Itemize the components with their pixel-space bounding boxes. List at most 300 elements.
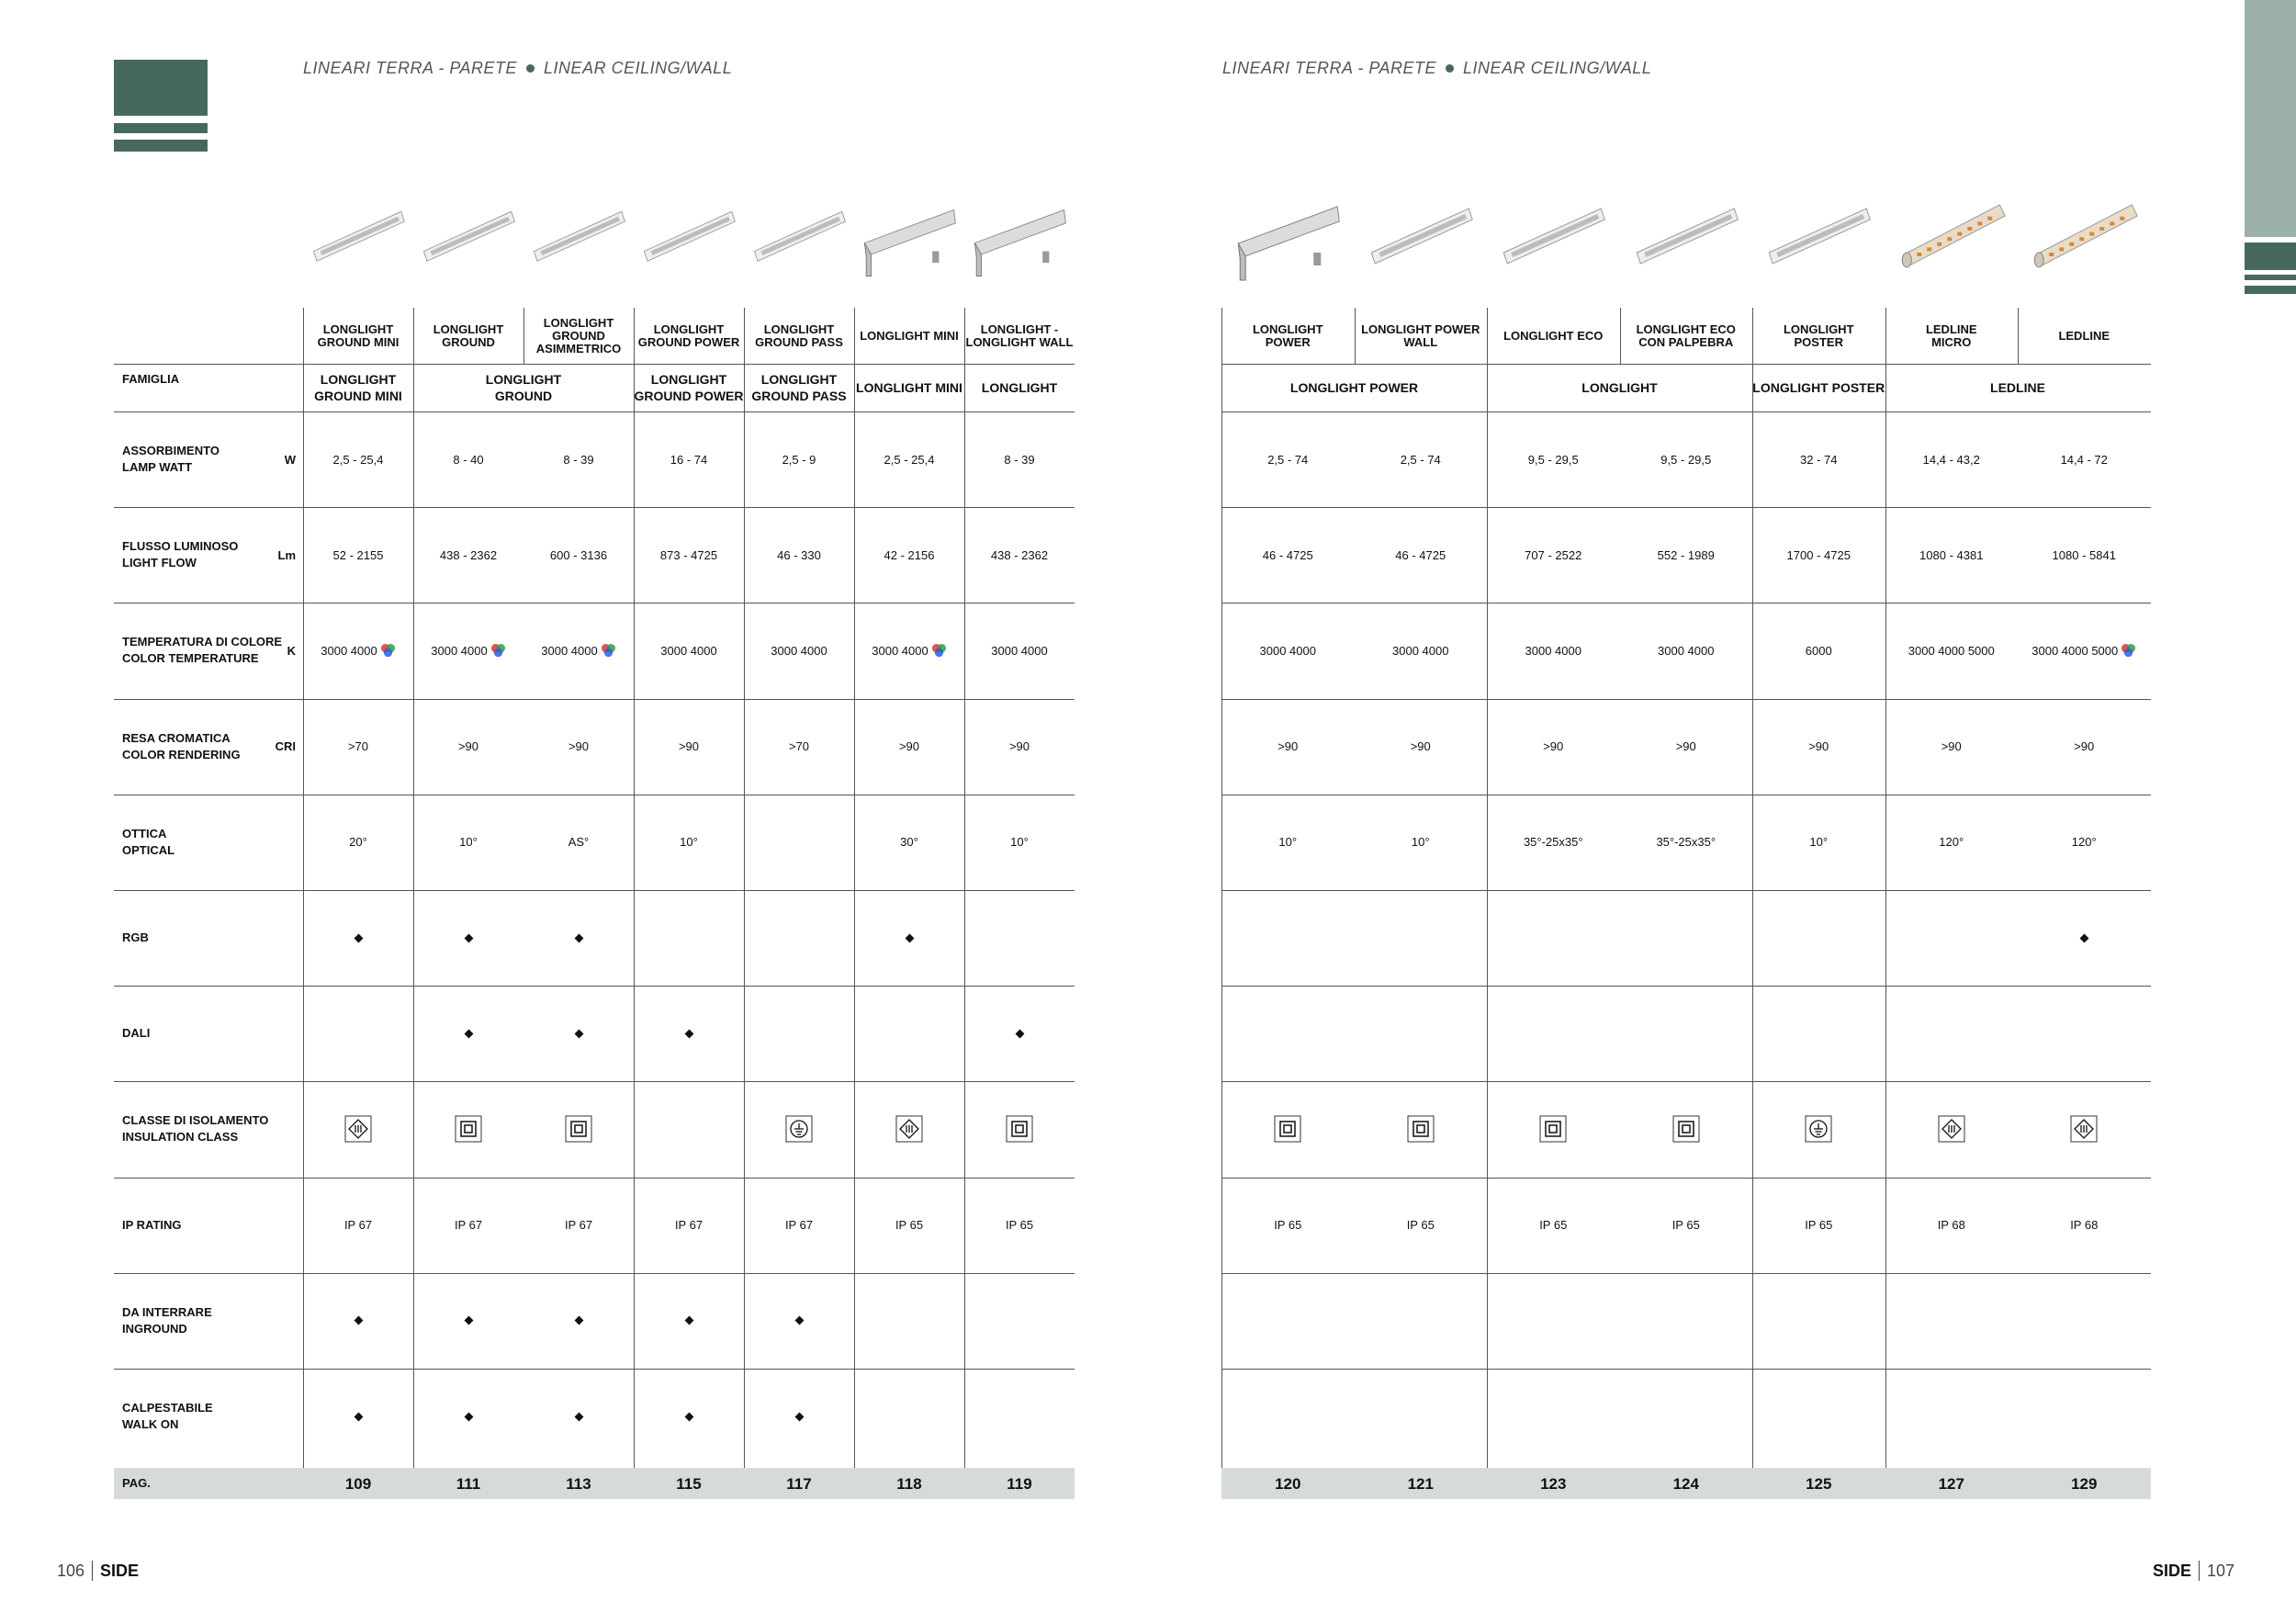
row-label bbox=[122, 1273, 212, 1369]
product-name-header bbox=[1487, 308, 1620, 364]
feature-diamond-icon bbox=[684, 1412, 693, 1421]
product-photo bbox=[639, 188, 738, 289]
product-name-line: LONGLIGHT bbox=[653, 321, 725, 336]
product-name-header bbox=[1885, 308, 2019, 364]
page-number: 107 bbox=[2207, 1561, 2235, 1580]
walkon-cell bbox=[1752, 1369, 1885, 1464]
cell-value: 3000 4000 bbox=[872, 643, 929, 658]
insulation-cell bbox=[1221, 1081, 1355, 1177]
feature-diamond-icon bbox=[684, 1316, 693, 1325]
family-name-line: LONGLIGHT bbox=[320, 372, 397, 387]
cell-value: 2,5 - 25,4 bbox=[332, 452, 384, 467]
family-cell bbox=[413, 364, 634, 412]
rgb-color-wheel-icon bbox=[931, 643, 947, 659]
class-ii-insulation-icon bbox=[1407, 1115, 1435, 1143]
cell-value: 438 - 2362 bbox=[990, 547, 1049, 562]
class-ii-insulation-icon bbox=[1274, 1115, 1301, 1143]
product-name-line: GROUND bbox=[442, 334, 495, 349]
flux-cell bbox=[413, 507, 523, 603]
watt-cell bbox=[1355, 412, 1488, 507]
page-number: 106 bbox=[57, 1561, 85, 1580]
row-label bbox=[122, 986, 150, 1081]
walkon-cell bbox=[634, 1369, 744, 1464]
product-name-header bbox=[964, 308, 1075, 364]
product-name-line: GROUND MINI bbox=[317, 334, 400, 349]
cri-cell bbox=[523, 699, 634, 795]
product-name-line: LONGLIGHT bbox=[322, 321, 394, 336]
brand-name: SIDE bbox=[100, 1561, 140, 1580]
cell-value: 3000 4000 bbox=[431, 643, 488, 658]
optic-cell bbox=[1752, 795, 1885, 890]
optic-cell bbox=[1221, 795, 1355, 890]
optic-cell bbox=[744, 795, 854, 890]
flux-cell bbox=[964, 507, 1075, 603]
cell-value: >90 bbox=[1008, 739, 1030, 754]
temp-cell bbox=[1620, 603, 1753, 698]
inground-cell bbox=[634, 1273, 744, 1369]
product-name-header bbox=[634, 308, 744, 364]
inground-cell bbox=[2018, 1273, 2151, 1369]
watt-cell bbox=[964, 412, 1075, 507]
row-label bbox=[122, 603, 282, 698]
walkon-cell bbox=[1355, 1369, 1488, 1464]
row-label-line: CLASSE DI ISOLAMENTO bbox=[122, 1113, 269, 1128]
cell-value: 30° bbox=[900, 835, 918, 850]
temp-cell bbox=[303, 603, 413, 698]
feature-diamond-icon bbox=[1015, 1029, 1024, 1038]
cell-value: 873 - 4725 bbox=[659, 547, 718, 562]
page-ref-value: 127 bbox=[1938, 1474, 1964, 1493]
cell-value: 10° bbox=[1411, 835, 1430, 850]
rgb-cell bbox=[1355, 890, 1488, 986]
left-folio bbox=[57, 1561, 139, 1581]
flux-cell bbox=[1487, 507, 1620, 603]
family-cell bbox=[634, 364, 744, 412]
cri-cell bbox=[1885, 699, 2019, 795]
flux-cell bbox=[523, 507, 634, 603]
product-name-header bbox=[303, 308, 413, 364]
cell-value: >90 bbox=[1277, 739, 1299, 754]
row-label-pag: PAG. bbox=[122, 1476, 151, 1490]
cell-value: 8 - 40 bbox=[453, 452, 484, 467]
page-ref-cell bbox=[1221, 1468, 1355, 1499]
product-photo bbox=[2023, 188, 2145, 289]
page-ref-value: 113 bbox=[566, 1474, 591, 1493]
rgb-cell bbox=[964, 890, 1075, 986]
ip-cell bbox=[744, 1178, 854, 1273]
row-unit: W bbox=[284, 452, 296, 467]
cell-value: IP 65 bbox=[1005, 1218, 1034, 1233]
dali-cell bbox=[1487, 986, 1620, 1081]
cell-value: 14,4 - 43,2 bbox=[1922, 452, 1980, 467]
rgb-cell bbox=[2018, 890, 2151, 986]
page-ref-cell bbox=[1752, 1468, 1885, 1499]
rgb-cell bbox=[1487, 890, 1620, 986]
family-cell bbox=[744, 364, 854, 412]
flux-cell bbox=[1355, 507, 1488, 603]
cell-value: >90 bbox=[1410, 739, 1431, 754]
cell-value: IP 68 bbox=[1937, 1218, 1965, 1233]
page-ref-value: 123 bbox=[1540, 1474, 1567, 1493]
cell-value: 3000 4000 bbox=[541, 643, 598, 658]
class-ii-insulation-icon bbox=[565, 1115, 592, 1143]
cell-value: 3000 4000 bbox=[321, 643, 377, 658]
inground-cell bbox=[1221, 1273, 1355, 1369]
rgb-cell bbox=[1752, 890, 1885, 986]
class-iii-insulation-icon bbox=[2070, 1115, 2098, 1143]
cell-value: 10° bbox=[1809, 835, 1829, 850]
product-photo bbox=[1758, 188, 1880, 289]
cri-cell bbox=[634, 699, 744, 795]
family-name-line: LEDLINE bbox=[1990, 380, 2045, 395]
cell-value: 438 - 2362 bbox=[439, 547, 498, 562]
product-name-header bbox=[523, 308, 634, 364]
watt-cell bbox=[634, 412, 744, 507]
optic-cell bbox=[854, 795, 964, 890]
row-label-line: RESA CROMATICA bbox=[122, 730, 231, 745]
cell-value: 9,5 - 29,5 bbox=[1527, 452, 1579, 467]
rgb-cell bbox=[413, 890, 523, 986]
row-label-line: CALPESTABILE bbox=[122, 1401, 213, 1415]
ip-cell bbox=[1885, 1178, 2019, 1273]
ip-cell bbox=[1620, 1178, 1753, 1273]
cell-value: 1700 - 4725 bbox=[1786, 547, 1851, 562]
page-ref-cell bbox=[634, 1468, 744, 1499]
row-label bbox=[122, 1178, 182, 1273]
brand-logo-block bbox=[114, 60, 208, 152]
cell-value: 2,5 - 74 bbox=[1400, 452, 1441, 467]
ip-cell bbox=[1487, 1178, 1620, 1273]
watt-cell bbox=[1487, 412, 1620, 507]
dali-cell bbox=[1221, 986, 1355, 1081]
row-unit: Lm bbox=[277, 547, 296, 562]
row-label-line: DA INTERRARE bbox=[122, 1304, 212, 1319]
product-photo bbox=[860, 188, 959, 289]
product-name-line: LONGLIGHT bbox=[543, 315, 614, 330]
walkon-cell bbox=[854, 1369, 964, 1464]
family-name-line: LONGLIGHT POSTER bbox=[1752, 380, 1885, 395]
insulation-cell bbox=[523, 1081, 634, 1177]
inground-cell bbox=[413, 1273, 523, 1369]
ip-cell bbox=[303, 1178, 413, 1273]
feature-diamond-icon bbox=[574, 933, 583, 942]
class-ii-insulation-icon bbox=[1539, 1115, 1567, 1143]
page-ref-value: 121 bbox=[1407, 1474, 1434, 1493]
insulation-cell bbox=[413, 1081, 523, 1177]
family-name-line: GROUND POWER bbox=[634, 389, 744, 403]
optic-cell bbox=[1355, 795, 1488, 890]
row-label-line: INSULATION CLASS bbox=[122, 1130, 239, 1145]
family-name-line: LONGLIGHT bbox=[981, 380, 1058, 395]
product-photo bbox=[309, 188, 408, 289]
family-cell bbox=[1221, 364, 1487, 412]
feature-diamond-icon bbox=[464, 1029, 473, 1038]
page-ref-value: 118 bbox=[896, 1474, 922, 1493]
row-label bbox=[122, 412, 219, 507]
row-label-line: FLUSSO LUMINOSO bbox=[122, 539, 239, 554]
cell-value: 46 - 4725 bbox=[1395, 547, 1446, 562]
optic-cell bbox=[1620, 795, 1753, 890]
dali-cell bbox=[1355, 986, 1488, 1081]
cell-value: >90 bbox=[1675, 739, 1696, 754]
class-i-insulation-icon bbox=[785, 1115, 813, 1143]
page-ref-cell bbox=[413, 1468, 523, 1499]
product-name-line: WALL bbox=[1403, 334, 1438, 349]
row-label bbox=[122, 1081, 268, 1177]
dali-cell bbox=[2018, 986, 2151, 1081]
product-name-line: LONGLIGHT ECO bbox=[1503, 328, 1604, 343]
inground-cell bbox=[523, 1273, 634, 1369]
dali-cell bbox=[303, 986, 413, 1081]
cell-value: 10° bbox=[1278, 835, 1298, 850]
cell-value: 6000 bbox=[1805, 643, 1832, 658]
page-ref-cell bbox=[964, 1468, 1075, 1499]
insulation-cell bbox=[1487, 1081, 1620, 1177]
cell-value: IP 67 bbox=[784, 1218, 814, 1233]
family-cell bbox=[964, 364, 1075, 412]
optic-cell bbox=[1885, 795, 2019, 890]
cell-value: 1080 - 5841 bbox=[2052, 547, 2116, 562]
cell-value: >90 bbox=[678, 739, 700, 754]
page-ref-value: 115 bbox=[676, 1474, 702, 1493]
page-ref-value: 120 bbox=[1275, 1474, 1301, 1493]
family-cell bbox=[1487, 364, 1752, 412]
cell-value: 16 - 74 bbox=[670, 452, 708, 467]
walkon-cell bbox=[2018, 1369, 2151, 1464]
inground-cell bbox=[854, 1273, 964, 1369]
cell-value: 46 - 4725 bbox=[1262, 547, 1313, 562]
family-name-line: LONGLIGHT POWER bbox=[1289, 380, 1419, 395]
cell-value: 35°-25x35° bbox=[1523, 835, 1583, 850]
dali-cell bbox=[523, 986, 634, 1081]
inground-cell bbox=[1620, 1273, 1753, 1369]
product-name-header bbox=[1752, 308, 1885, 364]
cell-value: >70 bbox=[788, 739, 810, 754]
watt-cell bbox=[413, 412, 523, 507]
cell-value: IP 67 bbox=[454, 1218, 483, 1233]
ip-cell bbox=[2018, 1178, 2151, 1273]
class-ii-insulation-icon bbox=[455, 1115, 482, 1143]
page-ref-cell bbox=[1487, 1468, 1620, 1499]
page-ref-cell bbox=[744, 1468, 854, 1499]
product-name-line: CON PALPEBRA bbox=[1638, 334, 1734, 349]
feature-diamond-icon bbox=[574, 1316, 583, 1325]
cell-value: 2,5 - 9 bbox=[782, 452, 816, 467]
watt-cell bbox=[2018, 412, 2151, 507]
row-label-line: DALI bbox=[122, 1026, 151, 1041]
page-ref-cell bbox=[1885, 1468, 2019, 1499]
rgb-cell bbox=[854, 890, 964, 986]
cell-value: 32 - 74 bbox=[1800, 452, 1838, 467]
page-ref-cell bbox=[1620, 1468, 1753, 1499]
cell-value: 3000 4000 bbox=[1525, 643, 1581, 658]
cell-value: 10° bbox=[1010, 835, 1029, 850]
insulation-cell bbox=[964, 1081, 1075, 1177]
temp-cell bbox=[854, 603, 964, 698]
inground-cell bbox=[1355, 1273, 1488, 1369]
cri-cell bbox=[2018, 699, 2151, 795]
row-label-line: RGB bbox=[122, 930, 149, 945]
rgb-cell bbox=[303, 890, 413, 986]
row-label-line: LAMP WATT bbox=[122, 460, 193, 475]
feature-diamond-icon bbox=[2079, 933, 2088, 942]
cri-cell bbox=[744, 699, 854, 795]
insulation-cell bbox=[1752, 1081, 1885, 1177]
row-label-line: ASSORBIMENTO bbox=[122, 444, 219, 458]
cell-value: IP 67 bbox=[564, 1218, 593, 1233]
watt-cell bbox=[523, 412, 634, 507]
walkon-cell bbox=[964, 1369, 1075, 1464]
cell-value: >90 bbox=[457, 739, 479, 754]
cell-value: 46 - 330 bbox=[777, 547, 821, 562]
cri-cell bbox=[1355, 699, 1488, 795]
temp-cell bbox=[744, 603, 854, 698]
ip-cell bbox=[523, 1178, 634, 1273]
page-ref-cell bbox=[2018, 1468, 2151, 1499]
product-name-header bbox=[1221, 308, 1355, 364]
cell-value: 10° bbox=[680, 835, 698, 850]
family-cell bbox=[854, 364, 964, 412]
product-name-line: LEDLINE bbox=[2058, 328, 2110, 343]
cri-cell bbox=[1221, 699, 1355, 795]
row-label-line: COLOR TEMPERATURE bbox=[122, 651, 259, 666]
product-name-line: LONGLIGHT WALL bbox=[965, 334, 1074, 349]
row-label-line: IP RATING bbox=[122, 1217, 182, 1232]
cell-value: IP 65 bbox=[1671, 1218, 1700, 1233]
insulation-cell bbox=[1620, 1081, 1753, 1177]
feature-diamond-icon bbox=[354, 933, 363, 942]
page-ref-value: 109 bbox=[344, 1474, 372, 1493]
bullet-dot-icon bbox=[1446, 64, 1454, 73]
rgb-cell bbox=[1221, 890, 1355, 986]
product-photo bbox=[1227, 188, 1349, 289]
page-ref-value: 117 bbox=[786, 1474, 812, 1493]
cell-value: >90 bbox=[1543, 739, 1564, 754]
feature-diamond-icon bbox=[794, 1412, 804, 1421]
ip-cell bbox=[1221, 1178, 1355, 1273]
product-name-line: LONGLIGHT - bbox=[980, 321, 1059, 336]
dali-cell bbox=[413, 986, 523, 1081]
flux-cell bbox=[303, 507, 413, 603]
cell-value: 3000 4000 bbox=[1259, 643, 1316, 658]
product-name-line: LONGLIGHT ECO bbox=[1636, 321, 1736, 336]
temp-cell bbox=[1487, 603, 1620, 698]
walkon-cell bbox=[1620, 1369, 1753, 1464]
row-label bbox=[122, 795, 174, 890]
temp-cell bbox=[2018, 603, 2151, 698]
feature-diamond-icon bbox=[464, 1316, 473, 1325]
row-unit: CRI bbox=[275, 739, 296, 754]
cell-value: 120° bbox=[2071, 835, 2097, 850]
cell-value: IP 65 bbox=[1539, 1218, 1568, 1233]
page-ref-cell bbox=[1355, 1468, 1488, 1499]
class-iii-insulation-icon bbox=[895, 1115, 923, 1143]
cell-value: IP 67 bbox=[674, 1218, 703, 1233]
family-name-line: LONGLIGHT MINI bbox=[856, 380, 962, 395]
right-page-header: LINEARI TERRA - PARETE LINEAR CEILING/WALL bbox=[1222, 59, 1652, 77]
family-name-line: LONGLIGHT bbox=[485, 372, 562, 387]
brand-name: SIDE bbox=[2153, 1561, 2192, 1580]
product-name-line: LONGLIGHT bbox=[763, 321, 835, 336]
product-name-line: MICRO bbox=[1931, 334, 1972, 349]
page-ref-value: 124 bbox=[1672, 1474, 1699, 1493]
page-ref-value: 119 bbox=[1007, 1474, 1032, 1493]
dali-cell bbox=[1885, 986, 2019, 1081]
product-name-line: LONGLIGHT bbox=[1783, 321, 1854, 336]
family-name-line: GROUND PASS bbox=[751, 389, 847, 403]
feature-diamond-icon bbox=[354, 1316, 363, 1325]
family-name-line: GROUND bbox=[494, 389, 553, 403]
cri-cell bbox=[1752, 699, 1885, 795]
row-label-line: TEMPERATURA DI COLORE bbox=[122, 635, 283, 649]
class-i-insulation-icon bbox=[1805, 1115, 1832, 1143]
cell-value: IP 67 bbox=[343, 1218, 373, 1233]
product-name-line: ASIMMETRICO bbox=[535, 341, 622, 355]
cri-cell bbox=[413, 699, 523, 795]
family-name-line: GROUND MINI bbox=[314, 389, 402, 403]
product-photo bbox=[529, 188, 628, 289]
flux-cell bbox=[634, 507, 744, 603]
cell-value: >90 bbox=[568, 739, 590, 754]
product-name-line: POSTER bbox=[1794, 334, 1843, 349]
temp-cell bbox=[1752, 603, 1885, 698]
rgb-cell bbox=[634, 890, 744, 986]
cell-value: 9,5 - 29,5 bbox=[1660, 452, 1712, 467]
temp-cell bbox=[634, 603, 744, 698]
rgb-color-wheel-icon bbox=[490, 643, 506, 659]
cell-value: 3000 4000 5000 bbox=[2032, 643, 2119, 658]
flux-cell bbox=[1221, 507, 1355, 603]
temp-cell bbox=[1885, 603, 2019, 698]
cell-value: 20° bbox=[349, 835, 367, 850]
inground-cell bbox=[744, 1273, 854, 1369]
ip-cell bbox=[964, 1178, 1075, 1273]
inground-cell bbox=[1752, 1273, 1885, 1369]
page-ref-value: 111 bbox=[456, 1474, 481, 1493]
product-name-line: GROUND bbox=[552, 328, 605, 343]
section-tab-marker bbox=[2245, 0, 2296, 294]
dali-cell bbox=[744, 986, 854, 1081]
page-ref-cell bbox=[523, 1468, 634, 1499]
feature-diamond-icon bbox=[464, 1412, 473, 1421]
cell-value: >90 bbox=[1941, 739, 1962, 754]
cell-value: 42 - 2156 bbox=[884, 547, 935, 562]
insulation-cell bbox=[1355, 1081, 1488, 1177]
cell-value: 552 - 1989 bbox=[1657, 547, 1715, 562]
rgb-color-wheel-icon bbox=[2121, 643, 2136, 659]
insulation-cell bbox=[634, 1081, 744, 1177]
product-photo bbox=[1360, 188, 1482, 289]
cell-value: 52 - 2155 bbox=[332, 547, 384, 562]
cell-value: 8 - 39 bbox=[563, 452, 594, 467]
flux-cell bbox=[744, 507, 854, 603]
feature-diamond-icon bbox=[905, 933, 914, 942]
cell-value: IP 65 bbox=[1274, 1218, 1302, 1233]
left-page-header: LINEARI TERRA - PARETE LINEAR CEILING/WALL bbox=[303, 59, 733, 77]
row-label-famiglia: FAMIGLIA bbox=[122, 372, 180, 386]
page-ref-value: 125 bbox=[1806, 1474, 1832, 1493]
product-name-header bbox=[1620, 308, 1753, 364]
product-name-header bbox=[1355, 308, 1488, 364]
product-name-header bbox=[2018, 308, 2151, 364]
inground-cell bbox=[1885, 1273, 2019, 1369]
row-label-line: LIGHT FLOW bbox=[122, 556, 197, 570]
row-label-line: OPTICAL bbox=[122, 842, 175, 857]
cell-value: AS° bbox=[568, 835, 590, 850]
product-photo bbox=[1891, 188, 2013, 289]
insulation-cell bbox=[303, 1081, 413, 1177]
product-name-line: LONGLIGHT bbox=[1252, 321, 1323, 336]
